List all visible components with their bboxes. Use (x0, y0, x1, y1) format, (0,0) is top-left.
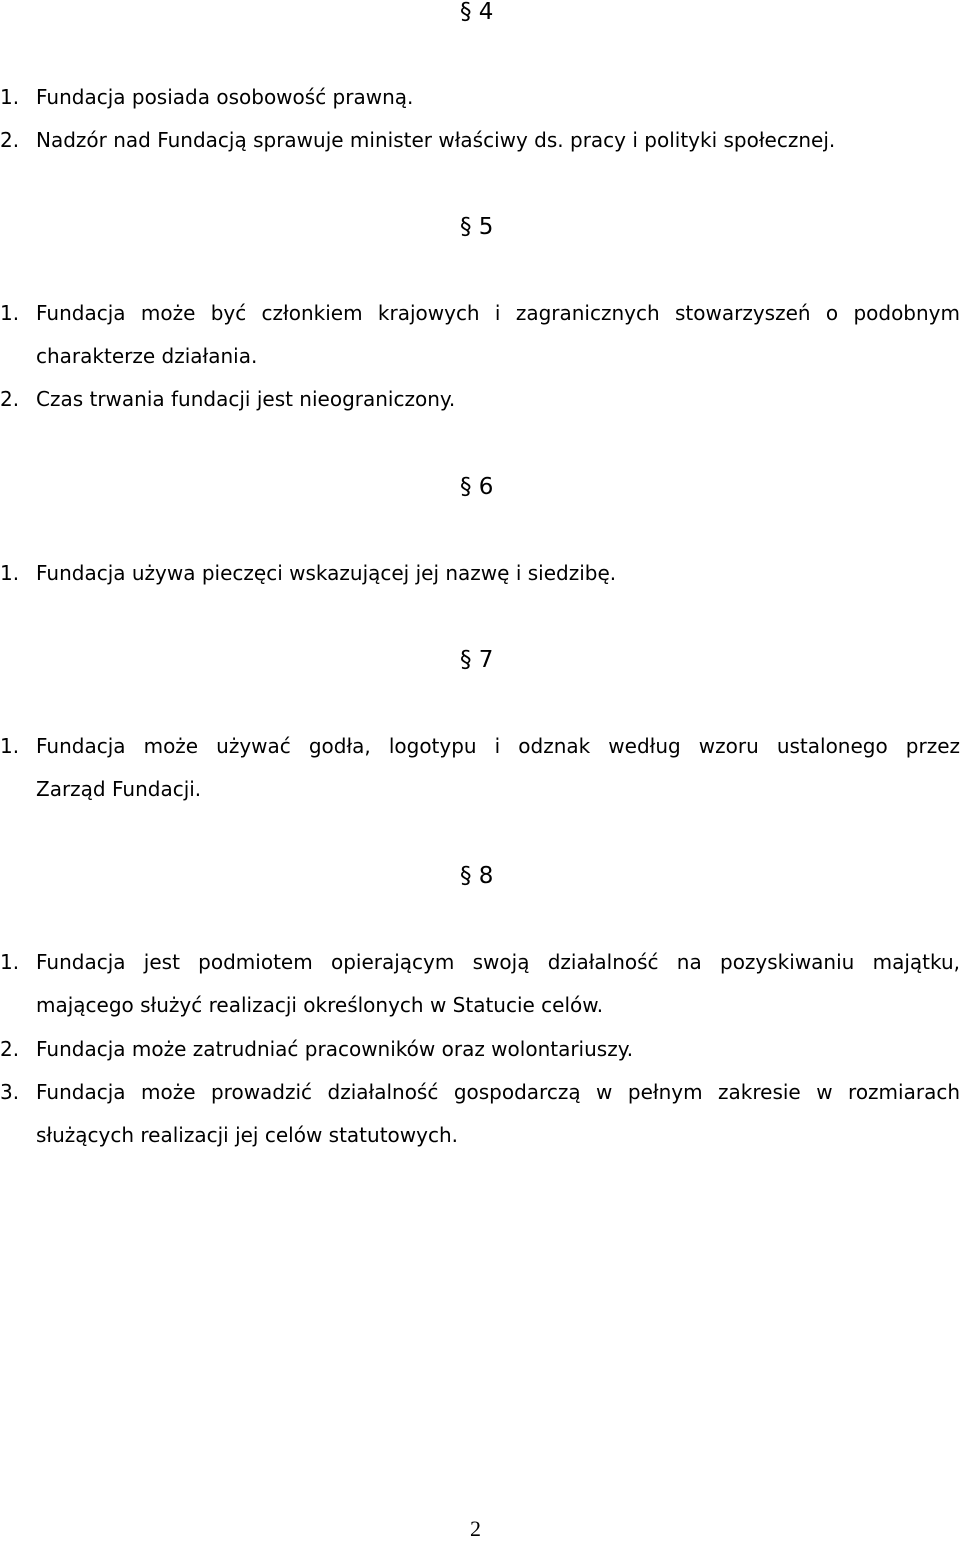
item-text-continuation: służących realizacji jej celów statutowych. (36, 1123, 458, 1147)
item-text: Fundacja używa pieczęci wskazującej jej nazwę i siedzibę. (36, 561, 617, 585)
item-number: 1. (0, 734, 20, 758)
list-item (0, 300, 960, 326)
item-text: Czas trwania fundacji jest nieograniczony. (36, 387, 456, 411)
section-heading-5: § 5 (460, 214, 494, 240)
item-text: Fundacja może używać godła, logotypu i odznak według wzoru ustalonego przez (36, 734, 960, 758)
item-number: 1. (0, 950, 20, 974)
item-number: 2. (0, 1037, 20, 1061)
item-text-continuation: mającego służyć realizacji określonych w Statucie celów. (36, 993, 604, 1017)
item-number: 1. (0, 301, 20, 325)
list-item (0, 733, 960, 759)
item-number: 1. (0, 85, 20, 109)
item-number: 1. (0, 561, 20, 585)
list-item (0, 127, 960, 153)
item-text: Fundacja może być członkiem krajowych i zagranicznych stowarzyszeń o podobnym (36, 301, 960, 325)
section-heading-7: § 7 (460, 647, 494, 673)
list-item (0, 949, 960, 975)
item-text-continuation: Zarząd Fundacji. (36, 777, 202, 801)
list-item (0, 84, 960, 110)
page-number: 2 (470, 1516, 481, 1541)
list-item (0, 386, 960, 412)
item-text: Fundacja może zatrudniać pracowników oraz wolontariuszy. (36, 1037, 634, 1061)
item-text: Nadzór nad Fundacją sprawuje minister właściwy ds. pracy i polityki społecznej. (36, 128, 836, 152)
section-heading-4: § 4 (460, 0, 494, 25)
item-text: Fundacja może prowadzić działalność gospodarczą w pełnym zakresie w rozmiarach (36, 1080, 960, 1104)
item-number: 3. (0, 1080, 20, 1104)
list-item (0, 560, 960, 586)
item-number: 2. (0, 387, 20, 411)
item-text: Fundacja posiada osobowość prawną. (36, 85, 414, 109)
section-heading-6: § 6 (460, 474, 494, 500)
item-text-continuation: charakterze działania. (36, 344, 258, 368)
item-text: Fundacja jest podmiotem opierającym swoją działalność na pozyskiwaniu majątku, (36, 950, 960, 974)
item-number: 2. (0, 128, 20, 152)
list-item (0, 1079, 960, 1105)
list-item (0, 1036, 960, 1062)
section-heading-8: § 8 (460, 863, 494, 889)
